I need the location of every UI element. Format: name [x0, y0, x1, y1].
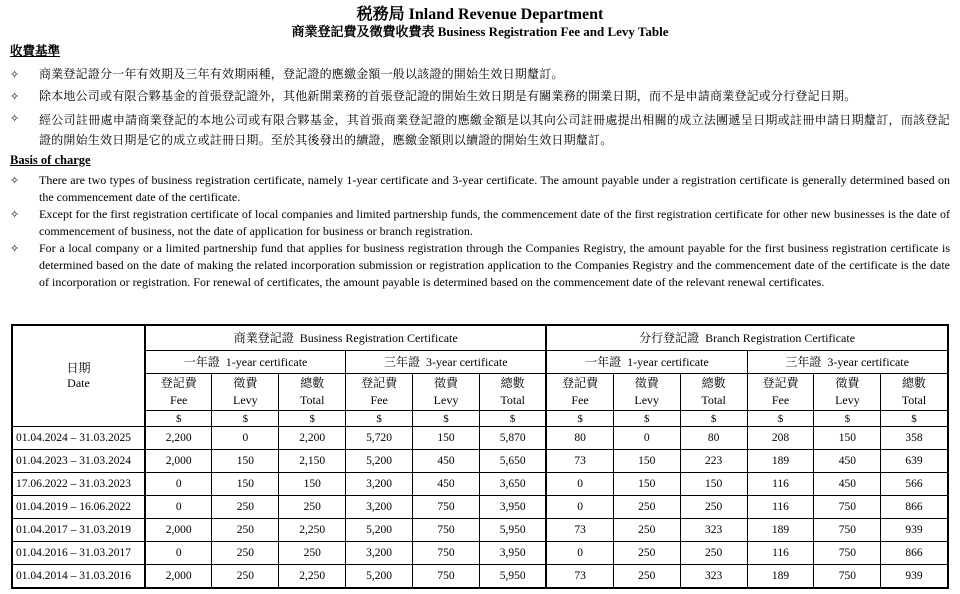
value-cell: 116 — [747, 473, 814, 496]
value-cell: 2,000 — [145, 565, 212, 589]
date-cell: 01.04.2023 – 31.03.2024 — [12, 450, 145, 473]
diamond-star-icon: ✧ — [10, 68, 20, 81]
table-row — [12, 565, 948, 589]
value-cell: 639 — [881, 450, 948, 473]
unit-cell: $ — [413, 411, 480, 427]
value-cell: 450 — [814, 450, 881, 473]
diamond-star-icon: ✧ — [10, 208, 20, 221]
period-header: 一年證 1-year certificate — [546, 351, 747, 374]
basis-en-item: ✧ For a local company or a limited partnership fund that applies for business registration through the Companies Registry, the amount payable for the first business registration certificate is determined based on the date of making the related incorporation submission or registration application to the Companies Registry and the commencement date of the certificate is the date of incorporation or registration. For renewal of certificates, the amount payable is determined based on the commencement date of the relevant renewal certificates. — [10, 241, 950, 289]
value-cell: 73 — [546, 519, 613, 542]
date-cell: 01.04.2019 – 16.06.2022 — [12, 496, 145, 519]
value-cell: 250 — [279, 542, 346, 565]
period-header: 三年證 3-year certificate — [346, 351, 547, 374]
value-cell: 3,650 — [479, 473, 546, 496]
value-cell: 0 — [546, 473, 613, 496]
value-cell: 866 — [881, 542, 948, 565]
value-cell: 150 — [613, 450, 680, 473]
unit-cell: $ — [479, 411, 546, 427]
value-cell: 150 — [613, 473, 680, 496]
unit-cell: $ — [747, 411, 814, 427]
date-cell: 01.04.2016 – 31.03.2017 — [12, 542, 145, 565]
table-row — [12, 450, 948, 473]
value-cell: 116 — [747, 496, 814, 519]
value-cell: 3,950 — [479, 542, 546, 565]
value-cell: 0 — [145, 473, 212, 496]
value-cell: 73 — [546, 565, 613, 589]
value-cell: 5,200 — [346, 519, 413, 542]
period-header: 一年證 1-year certificate — [145, 351, 346, 374]
value-cell: 2,000 — [145, 450, 212, 473]
value-cell: 80 — [680, 427, 747, 450]
value-cell: 323 — [680, 519, 747, 542]
value-cell: 0 — [145, 496, 212, 519]
value-cell: 750 — [413, 542, 480, 565]
column-header: 徵費 Levy — [212, 374, 279, 411]
value-cell: 5,200 — [346, 565, 413, 589]
column-header: 總數 Total — [680, 374, 747, 411]
value-cell: 5,870 — [479, 427, 546, 450]
value-cell: 323 — [680, 565, 747, 589]
value-cell: 0 — [212, 427, 279, 450]
value-cell: 5,720 — [346, 427, 413, 450]
value-cell: 3,950 — [479, 496, 546, 519]
value-cell: 5,950 — [479, 519, 546, 542]
value-cell: 750 — [814, 496, 881, 519]
branch-registration-header: 分行登記證 Branch Registration Certificate — [546, 325, 947, 351]
value-cell: 3,200 — [346, 496, 413, 519]
value-cell: 358 — [881, 427, 948, 450]
column-header: 登記費 Fee — [346, 374, 413, 411]
business-registration-header: 商業登記證 Business Registration Certificate — [145, 325, 546, 351]
value-cell: 2,250 — [279, 565, 346, 589]
value-cell: 250 — [212, 542, 279, 565]
unit-cell: $ — [145, 411, 212, 427]
diamond-star-icon: ✧ — [10, 242, 20, 255]
value-cell: 250 — [212, 496, 279, 519]
value-cell: 750 — [413, 496, 480, 519]
column-header: 登記費 Fee — [145, 374, 212, 411]
table-row — [12, 473, 948, 496]
value-cell: 750 — [413, 519, 480, 542]
value-cell: 150 — [814, 427, 881, 450]
value-cell: 250 — [279, 496, 346, 519]
value-cell: 750 — [814, 565, 881, 589]
value-cell: 116 — [747, 542, 814, 565]
date-column-header: 日期 Date — [12, 325, 145, 427]
value-cell: 250 — [212, 565, 279, 589]
value-cell: 150 — [680, 473, 747, 496]
unit-cell: $ — [212, 411, 279, 427]
column-header: 徵費 Levy — [814, 374, 881, 411]
basis-en-item: ✧ Except for the first registration certificate of local companies and limited partnership funds, the commencement date of the first registration certificate for other new businesses is the date of commencement of business, not the date of application for business or branch registration. — [10, 207, 950, 238]
value-cell: 939 — [881, 565, 948, 589]
date-cell: 01.04.2024 – 31.03.2025 — [12, 427, 145, 450]
column-header: 總數 Total — [881, 374, 948, 411]
value-cell: 223 — [680, 450, 747, 473]
value-cell: 150 — [279, 473, 346, 496]
date-cell: 17.06.2022 – 31.03.2023 — [12, 473, 145, 496]
diamond-star-icon: ✧ — [10, 90, 20, 103]
basis-cn-item: ✧ 除本地公司或有限合夥基金的首張登記證外，其他新開業務的首張登記證的開始生效日期是有關業務的開業日期，而不是申請商業登記或分行登記日期。 — [10, 89, 857, 103]
unit-cell: $ — [680, 411, 747, 427]
value-cell: 750 — [413, 565, 480, 589]
value-cell: 450 — [814, 473, 881, 496]
value-cell: 450 — [413, 450, 480, 473]
value-cell: 3,200 — [346, 473, 413, 496]
value-cell: 2,200 — [279, 427, 346, 450]
table-row — [12, 519, 948, 542]
page-title: 税務局 Inland Revenue Department — [356, 6, 604, 23]
value-cell: 189 — [747, 450, 814, 473]
value-cell: 750 — [814, 519, 881, 542]
value-cell: 73 — [546, 450, 613, 473]
value-cell: 250 — [613, 519, 680, 542]
value-cell: 3,200 — [346, 542, 413, 565]
value-cell: 0 — [546, 496, 613, 519]
value-cell: 208 — [747, 427, 814, 450]
unit-cell: $ — [346, 411, 413, 427]
basis-cn-heading: 收費基準 — [10, 44, 61, 58]
value-cell: 150 — [413, 427, 480, 450]
value-cell: 189 — [747, 519, 814, 542]
unit-cell: $ — [546, 411, 613, 427]
value-cell: 0 — [613, 427, 680, 450]
page-subtitle: 商業登記費及徵費收費表 Business Registration Fee and Levy Table — [291, 24, 669, 39]
value-cell: 150 — [212, 473, 279, 496]
value-cell: 5,650 — [479, 450, 546, 473]
value-cell: 566 — [881, 473, 948, 496]
value-cell: 189 — [747, 565, 814, 589]
column-header: 總數 Total — [279, 374, 346, 411]
value-cell: 2,250 — [279, 519, 346, 542]
column-header: 徵費 Levy — [413, 374, 480, 411]
diamond-star-icon: ✧ — [10, 112, 20, 125]
diamond-star-icon: ✧ — [10, 174, 20, 187]
basis-en-item: ✧ There are two types of business registration certificate, namely 1-year certificate and 3-year certificate. The amount payable under a registration certificate is generally determined based on the commencement date of the certificate. — [10, 173, 950, 204]
value-cell: 150 — [212, 450, 279, 473]
value-cell: 2,000 — [145, 519, 212, 542]
unit-cell: $ — [814, 411, 881, 427]
value-cell: 5,950 — [479, 565, 546, 589]
value-cell: 250 — [212, 519, 279, 542]
table-row — [12, 496, 948, 519]
unit-cell: $ — [613, 411, 680, 427]
column-header: 登記費 Fee — [747, 374, 814, 411]
basis-en-heading: Basis of charge — [10, 153, 91, 167]
table-row — [12, 542, 948, 565]
value-cell: 250 — [680, 496, 747, 519]
date-cell: 01.04.2017 – 31.03.2019 — [12, 519, 145, 542]
unit-cell: $ — [279, 411, 346, 427]
basis-cn-item: ✧ 經公司註冊處申請商業登記的本地公司或有限合夥基金，其首張商業登記證的應繳金額是以其向公司註冊處提出相關的成立法團遞呈日期或註冊申請日期釐訂，而該登記證的開始生效日期是它的成立或註冊日期。至於其後發出的續證，應繳金額則以續證的開始生效日期釐訂。 — [10, 112, 950, 147]
column-header: 登記費 Fee — [546, 374, 613, 411]
value-cell: 250 — [680, 542, 747, 565]
value-cell: 0 — [546, 542, 613, 565]
fee-table — [11, 324, 949, 589]
value-cell: 2,150 — [279, 450, 346, 473]
period-header: 三年證 3-year certificate — [747, 351, 948, 374]
value-cell: 750 — [814, 542, 881, 565]
value-cell: 450 — [413, 473, 480, 496]
table-row — [12, 427, 948, 450]
value-cell: 250 — [613, 565, 680, 589]
value-cell: 939 — [881, 519, 948, 542]
value-cell: 2,200 — [145, 427, 212, 450]
unit-cell: $ — [881, 411, 948, 427]
value-cell: 80 — [546, 427, 613, 450]
date-cell: 01.04.2014 – 31.03.2016 — [12, 565, 145, 589]
basis-cn-item: ✧ 商業登記證分一年有效期及三年有效期兩種，登記證的應繳金額一般以該證的開始生效日期釐訂。 — [10, 67, 564, 81]
value-cell: 866 — [881, 496, 948, 519]
column-header: 總數 Total — [479, 374, 546, 411]
value-cell: 250 — [613, 542, 680, 565]
value-cell: 250 — [613, 496, 680, 519]
value-cell: 0 — [145, 542, 212, 565]
column-header: 徵費 Levy — [613, 374, 680, 411]
value-cell: 5,200 — [346, 450, 413, 473]
